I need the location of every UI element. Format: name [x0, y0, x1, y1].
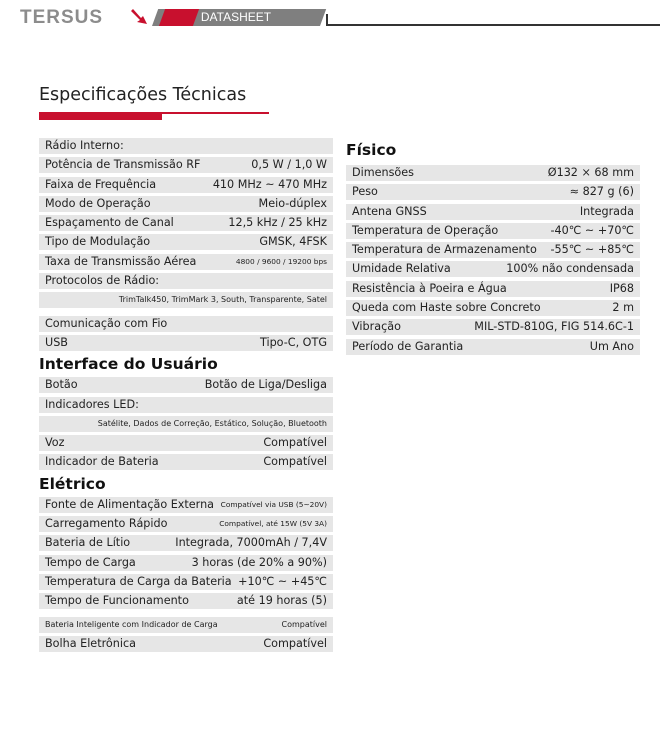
header-rule: [326, 24, 660, 26]
spec-row: [346, 339, 640, 355]
spec-row: [39, 397, 333, 413]
spec-value: TrimTalk450, TrimMark 3, South, Transparente, Satel: [118, 295, 327, 305]
spec-value: IP68: [609, 281, 634, 295]
spec-row: [39, 273, 333, 289]
spec-value: 100% não condensada: [506, 262, 634, 276]
page-title: Especificações Técnicas: [39, 85, 247, 105]
section-title-ui: Interface do Usuário: [39, 355, 218, 374]
section-title-electric: Elétrico: [39, 474, 106, 493]
spec-row: [39, 157, 333, 173]
spec-label: Modo de Operação: [45, 196, 151, 210]
spec-value: Tipo-C, OTG: [259, 335, 327, 349]
spec-value: 4800 / 9600 / 19200 bps: [235, 256, 327, 266]
spec-value: +10℃ ~ +45℃: [238, 574, 327, 588]
spec-value: 410 MHz ~ 470 MHz: [212, 177, 327, 191]
spec-row: [39, 593, 333, 609]
spec-label: Bateria Inteligente com Indicador de Carga: [45, 619, 218, 629]
spec-label: Temperatura de Carga da Bateria: [45, 574, 232, 588]
spec-label: Voz: [45, 436, 65, 450]
spec-row: [39, 454, 333, 470]
spec-row: [39, 196, 333, 212]
spec-value: GMSK, 4FSK: [259, 235, 327, 249]
spec-label: Resistência à Poeira e Água: [352, 281, 507, 295]
spec-row: [39, 435, 333, 451]
spec-row: [39, 555, 333, 571]
spec-label: Bateria de Lítio: [45, 536, 131, 550]
spec-row: [39, 254, 333, 270]
spec-row: [39, 335, 333, 351]
spec-label: Fonte de Alimentação Externa: [45, 497, 215, 511]
spec-label: Queda com Haste sobre Concreto: [352, 301, 541, 315]
spec-label: Botão: [45, 378, 78, 392]
spec-label: Antena GNSS: [352, 204, 427, 218]
spec-value: Compatível: [263, 436, 327, 450]
spec-row: [39, 617, 333, 633]
spec-value: 2 m: [612, 301, 634, 315]
spec-row: [39, 177, 333, 193]
spec-label: Protocolos de Rádio:: [45, 274, 160, 288]
spec-value: até 19 horas (5): [236, 594, 327, 608]
spec-row: [346, 184, 640, 200]
spec-label: Faixa de Frequência: [45, 177, 157, 191]
spec-value: Ø132 × 68 mm: [547, 166, 634, 179]
logo-mark-icon: [128, 6, 150, 28]
spec-value: Satélite, Dados de Correção, Estático, Solução, Bluetooth: [97, 418, 327, 428]
spec-subrow: [39, 416, 333, 432]
spec-value: Integrada: [579, 204, 634, 218]
spec-value: -55℃ ~ +85℃: [550, 243, 634, 257]
right-column: [346, 138, 640, 358]
spec-row: [39, 215, 333, 231]
spec-row: [39, 516, 333, 532]
spec-row: [39, 497, 333, 513]
spec-label: Potência de Transmissão RF: [45, 158, 201, 172]
spec-label: Carregamento Rápido: [45, 517, 168, 531]
spec-value: ≈ 827 g (6): [569, 185, 634, 199]
spec-label: USB: [45, 335, 68, 349]
spec-label: Taxa de Transmissão Aérea: [45, 254, 197, 268]
spec-label: Umidade Relativa: [352, 262, 451, 276]
spec-value: Botão de Liga/Desliga: [204, 378, 327, 392]
spec-label: Tempo de Funcionamento: [45, 594, 189, 608]
spec-label: Indicadores LED:: [45, 397, 139, 411]
spec-label: Peso: [352, 185, 378, 199]
spec-value: Compatível: [281, 619, 327, 629]
spec-value: -40℃ ~ +70℃: [550, 223, 634, 237]
spec-row: [39, 574, 333, 590]
spec-row: [346, 319, 640, 335]
spec-value: Compatível via USB (5~20V): [220, 499, 327, 509]
spec-row: [39, 234, 333, 250]
spec-value: Um Ano: [589, 339, 634, 353]
section-title-physical: Físico: [346, 141, 397, 159]
spec-label: Período de Garantia: [352, 339, 464, 353]
spec-value: MIL-STD-810G, FIG 514.6C-1: [474, 320, 634, 334]
spec-row: [39, 138, 333, 154]
spec-value: Compatível, até 15W (5V 3A): [219, 519, 327, 529]
spec-row: [346, 261, 640, 277]
spec-value: 12,5 kHz / 25 kHz: [228, 216, 327, 230]
spec-row: [39, 377, 333, 393]
datasheet-badge: DATASHEET: [200, 10, 272, 24]
spec-row: [39, 636, 333, 652]
brand-logo: TERSUS: [20, 7, 104, 28]
spec-row: [346, 300, 640, 316]
spec-label: Rádio Interno:: [45, 139, 124, 152]
spec-row: [39, 535, 333, 551]
spec-row: [346, 223, 640, 239]
spec-row: [39, 316, 333, 332]
spec-label: Tempo de Carga: [45, 555, 136, 569]
spec-row: [346, 281, 640, 297]
spec-value: Integrada, 7000mAh / 7,4V: [175, 536, 327, 550]
title-underline-accent: [39, 112, 162, 120]
spec-label: Vibração: [352, 320, 401, 334]
left-column: [39, 138, 333, 655]
spec-value: Compatível: [263, 455, 327, 469]
spec-row: [346, 242, 640, 258]
spec-row: [346, 204, 640, 220]
spec-subrow: [39, 292, 333, 308]
spec-label: Espaçamento de Canal: [45, 216, 174, 230]
spec-value: 3 horas (de 20% a 90%): [191, 555, 327, 569]
spec-label: Indicador de Bateria: [45, 455, 159, 469]
spec-label: Bolha Eletrônica: [45, 636, 136, 650]
spec-row: [346, 165, 640, 181]
spec-label: Tipo de Modulação: [45, 235, 151, 249]
spec-label: Temperatura de Armazenamento: [352, 243, 537, 257]
spec-label: Temperatura de Operação: [352, 223, 499, 237]
spec-value: Compatível: [263, 636, 327, 650]
spec-value: 0,5 W / 1,0 W: [251, 158, 327, 172]
spec-label: Dimensões: [352, 166, 414, 179]
spec-value: Meio-dúplex: [258, 196, 327, 210]
spec-label: Comunicação com Fio: [45, 316, 168, 330]
